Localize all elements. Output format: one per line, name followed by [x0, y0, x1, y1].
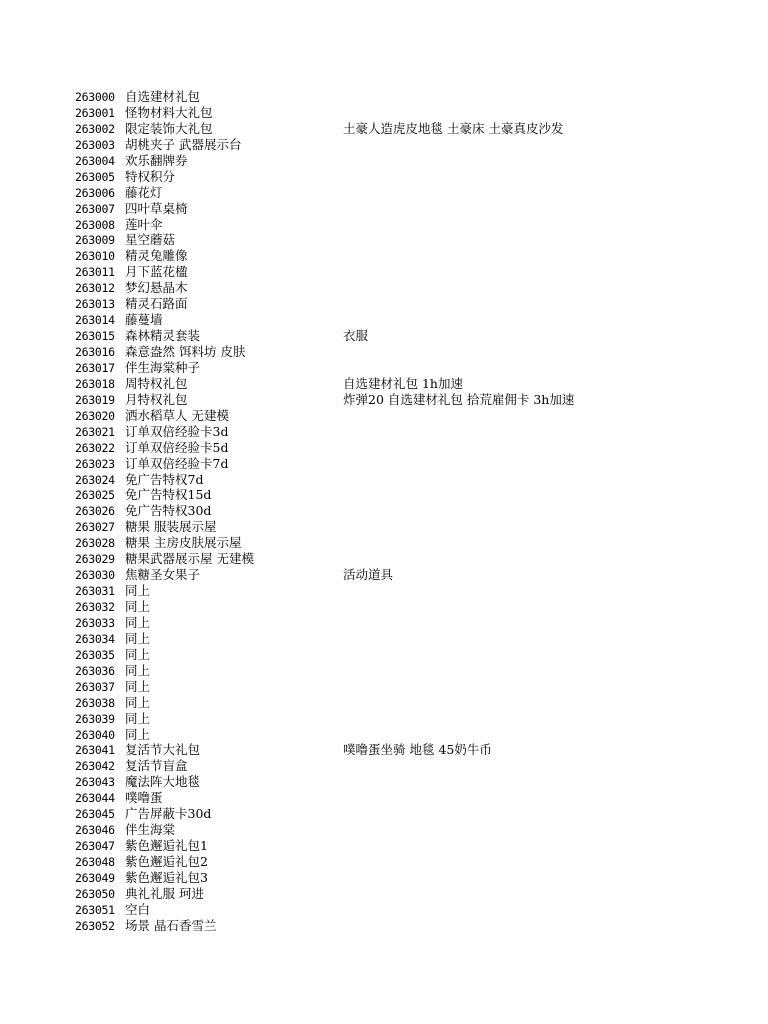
item-name: 周特权礼包: [125, 375, 188, 391]
item-name: 免广告特权7d: [125, 471, 204, 487]
item-name: 限定装饰大礼包: [125, 120, 213, 136]
list-item: [75, 121, 755, 137]
item-name: 复活节大礼包: [125, 742, 201, 758]
list-item: [75, 886, 755, 902]
item-name: 同上: [125, 678, 151, 694]
item-name: 订单双倍经验卡3d: [125, 423, 229, 439]
item-name: 精灵兔雕像: [125, 248, 188, 264]
item-id: 263018: [75, 376, 115, 391]
item-name: 空白: [125, 901, 151, 917]
list-item: [75, 360, 755, 376]
item-note: 炸弹20 自选建材礼包 拾荒雇佣卡 3h加速: [343, 391, 575, 407]
item-id: 263048: [75, 855, 115, 869]
item-name: 糖果 服装展示屋: [125, 519, 217, 535]
list-item: [75, 312, 755, 328]
item-name: 月特权礼包: [125, 391, 188, 407]
item-name: 典礼礼服 珂进: [125, 885, 204, 901]
item-name: 同上: [125, 726, 151, 742]
item-id: 263037: [75, 679, 115, 694]
item-name: 糖果武器展示屋 无建模: [125, 551, 254, 567]
list-item: [75, 727, 755, 743]
item-name: 糖果 主房皮肤展示屋: [125, 535, 242, 551]
item-name: 订单双倍经验卡7d: [125, 455, 229, 471]
item-name: 同上: [125, 694, 151, 710]
list-item: [75, 472, 755, 488]
item-id: 263028: [75, 536, 115, 551]
list-item: [75, 280, 755, 296]
item-id: 263031: [75, 584, 115, 599]
list-item: [75, 456, 755, 472]
item-id: 263045: [75, 807, 115, 822]
item-name: 藤花灯: [125, 184, 163, 200]
item-name: 月下蓝花楹: [125, 264, 188, 280]
item-name: 场景 晶石香雪兰: [125, 917, 217, 933]
item-note: 土豪人造虎皮地毯 土豪床 土豪真皮沙发: [343, 120, 564, 136]
list-item: [75, 185, 755, 201]
list-item: [75, 902, 755, 918]
item-name: 免广告特权15d: [125, 487, 212, 503]
item-note: 噗噜蛋坐骑 地毯 45奶牛币: [343, 742, 492, 758]
item-name: 特权积分: [125, 168, 176, 184]
item-id: 263047: [75, 839, 115, 854]
item-id: 263005: [75, 169, 115, 184]
item-id: 263014: [75, 313, 115, 328]
item-id: 263036: [75, 663, 115, 678]
item-id: 263046: [75, 823, 115, 838]
list-item: [75, 408, 755, 424]
item-id: 263022: [75, 440, 115, 455]
list-item: [75, 870, 755, 886]
item-name: 精灵石路面: [125, 296, 188, 312]
list-item: [75, 217, 755, 233]
item-id: 263040: [75, 727, 115, 742]
item-name: 魔法阵大地毯: [125, 774, 201, 790]
item-name: 同上: [125, 646, 151, 662]
item-name: 四叶草桌椅: [125, 200, 188, 216]
item-note: 衣服: [343, 328, 369, 344]
list-item: [75, 264, 755, 280]
list-item: [75, 137, 755, 153]
list-item: [75, 89, 755, 105]
list-item: [75, 153, 755, 169]
item-id: 263020: [75, 408, 115, 423]
item-id: 263004: [75, 153, 115, 168]
list-item: [75, 296, 755, 312]
list-item: [75, 519, 755, 535]
item-id: 263052: [75, 918, 115, 933]
item-name: 焦糖圣女果子: [125, 567, 201, 583]
list-item: [75, 392, 755, 408]
item-name: 欢乐翻牌券: [125, 152, 188, 168]
list-item: [75, 232, 755, 248]
list-item: [75, 790, 755, 806]
list-item: [75, 599, 755, 615]
list-item: [75, 695, 755, 711]
list-item: [75, 758, 755, 774]
list-item: [75, 647, 755, 663]
item-id: 263019: [75, 392, 115, 407]
item-name: 订单双倍经验卡5d: [125, 439, 229, 455]
item-id: 263006: [75, 185, 115, 200]
item-id: 263041: [75, 743, 115, 758]
item-id: 263034: [75, 631, 115, 646]
list-item: [75, 105, 755, 121]
item-name: 紫色邂逅礼包3: [125, 869, 208, 885]
item-id: 263001: [75, 105, 115, 120]
item-name: 同上: [125, 583, 151, 599]
item-name: 森林精灵套装: [125, 328, 201, 344]
list-item: [75, 631, 755, 647]
item-name: 同上: [125, 710, 151, 726]
item-name: 紫色邂逅礼包2: [125, 854, 208, 869]
item-name: 胡桃夹子 武器展示台: [125, 136, 242, 152]
item-name: 伴生海棠种子: [125, 359, 201, 375]
item-id: 263050: [75, 886, 115, 901]
list-item: [75, 344, 755, 360]
item-id: 263026: [75, 504, 115, 519]
item-name: 伴生海棠: [125, 822, 176, 838]
list-item: [75, 551, 755, 567]
list-item: [75, 854, 755, 870]
item-id: 263051: [75, 902, 115, 917]
item-id: 263000: [75, 90, 115, 104]
item-name: 梦幻悬晶木: [125, 280, 188, 296]
list-item: [75, 742, 755, 758]
list-item: [75, 248, 755, 264]
item-name: 森意盎然 饵料坊 皮肤: [125, 344, 246, 359]
list-item: [75, 376, 755, 392]
list-item: [75, 822, 755, 838]
item-id: 263013: [75, 297, 115, 312]
item-name: 自选建材礼包: [125, 89, 201, 104]
item-id: 263033: [75, 615, 115, 630]
list-item: [75, 838, 755, 854]
item-id: 263039: [75, 711, 115, 726]
item-id: 263025: [75, 488, 115, 503]
item-id: 263021: [75, 424, 115, 439]
item-id: 263032: [75, 600, 115, 614]
list-item: [75, 663, 755, 679]
item-id: 263017: [75, 360, 115, 375]
item-id: 263043: [75, 775, 115, 790]
item-id: 263044: [75, 791, 115, 806]
list-item: [75, 487, 755, 503]
item-name: 同上: [125, 614, 151, 630]
item-name: 莲叶伞: [125, 216, 163, 232]
item-id: 263035: [75, 647, 115, 662]
item-id: 263009: [75, 233, 115, 248]
item-list: [75, 89, 755, 934]
item-id: 263023: [75, 456, 115, 471]
list-item: [75, 679, 755, 695]
item-id: 263002: [75, 121, 115, 136]
list-item: [75, 424, 755, 440]
item-name: 同上: [125, 662, 151, 678]
list-item: [75, 503, 755, 519]
item-id: 263011: [75, 265, 115, 280]
item-name: 免广告特权30d: [125, 503, 212, 519]
item-note: 活动道具: [343, 567, 394, 583]
item-id: 263010: [75, 249, 115, 264]
item-id: 263038: [75, 695, 115, 710]
item-id: 263003: [75, 137, 115, 152]
item-name: 洒水稻草人 无建模: [125, 407, 229, 423]
item-id: 263024: [75, 472, 115, 487]
item-name: 广告屏蔽卡30d: [125, 806, 212, 822]
list-item: [75, 774, 755, 790]
list-item: [75, 615, 755, 631]
item-id: 263027: [75, 520, 115, 535]
list-item: [75, 169, 755, 185]
item-name: 星空蘑菇: [125, 232, 176, 248]
item-id: 263016: [75, 345, 115, 359]
item-id: 263049: [75, 870, 115, 885]
list-item: [75, 567, 755, 583]
list-item: [75, 440, 755, 456]
list-item: [75, 583, 755, 599]
item-name: 同上: [125, 599, 151, 614]
list-item: [75, 918, 755, 934]
item-id: 263030: [75, 568, 115, 583]
list-item: [75, 201, 755, 217]
item-name: 噗噜蛋: [125, 790, 163, 806]
item-id: 263007: [75, 201, 115, 216]
item-id: 263015: [75, 329, 115, 344]
item-name: 复活节盲盒: [125, 758, 188, 774]
item-name: 同上: [125, 630, 151, 646]
item-name: 紫色邂逅礼包1: [125, 838, 208, 854]
list-item: [75, 806, 755, 822]
item-id: 263042: [75, 759, 115, 774]
item-note: 自选建材礼包 1h加速: [343, 375, 463, 391]
list-item: [75, 711, 755, 727]
item-id: 263008: [75, 217, 115, 232]
list-item: [75, 328, 755, 344]
item-id: 263029: [75, 552, 115, 567]
item-id: 263012: [75, 281, 115, 296]
item-name: 藤蔓墙: [125, 312, 163, 328]
list-item: [75, 535, 755, 551]
item-name: 怪物材料大礼包: [125, 104, 213, 120]
